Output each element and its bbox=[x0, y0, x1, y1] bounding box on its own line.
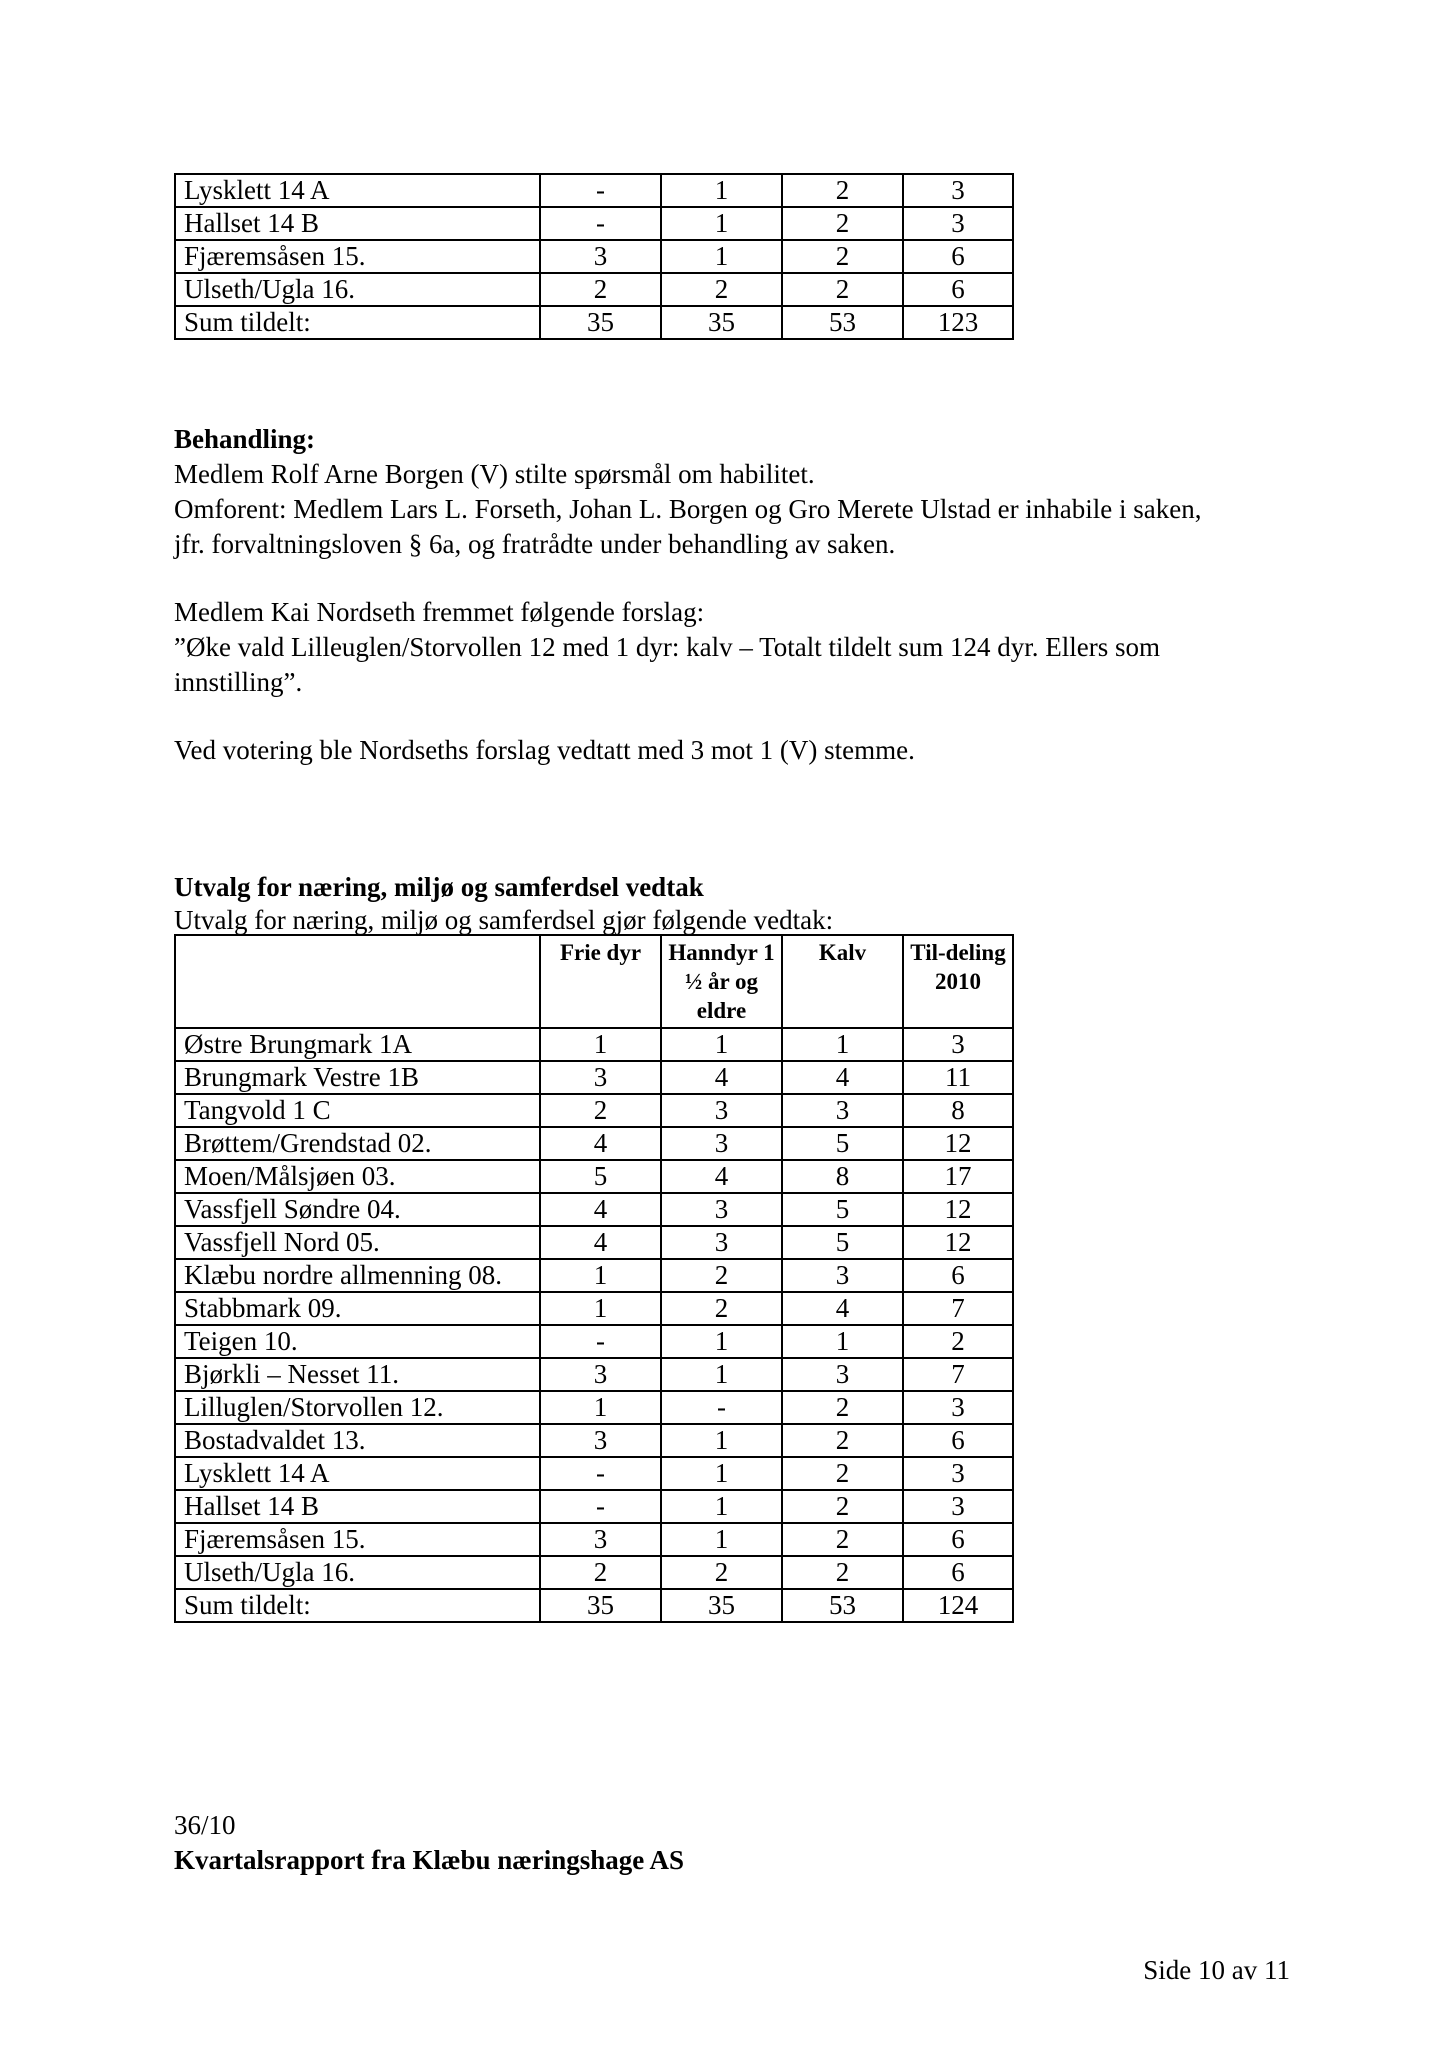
row-value: 35 bbox=[540, 1589, 661, 1622]
row-label: Hallset 14 B bbox=[175, 207, 540, 240]
behandling-section bbox=[174, 422, 1294, 768]
row-value: 2 bbox=[661, 1556, 782, 1589]
table-row bbox=[175, 273, 1013, 306]
row-label: Ulseth/Ugla 16. bbox=[175, 273, 540, 306]
table-row bbox=[175, 1127, 1013, 1160]
row-value: 7 bbox=[903, 1358, 1013, 1391]
row-label: Klæbu nordre allmenning 08. bbox=[175, 1259, 540, 1292]
row-value: - bbox=[540, 207, 661, 240]
row-value: 1 bbox=[540, 1259, 661, 1292]
table-row bbox=[175, 1556, 1013, 1589]
row-value: 1 bbox=[782, 1325, 903, 1358]
row-value: 1 bbox=[661, 174, 782, 207]
row-value: 35 bbox=[540, 306, 661, 339]
row-value: 3 bbox=[540, 1358, 661, 1391]
table-row bbox=[175, 1028, 1013, 1061]
row-label: Hallset 14 B bbox=[175, 1490, 540, 1523]
row-value: 35 bbox=[661, 306, 782, 339]
row-value: 3 bbox=[661, 1094, 782, 1127]
quota-table-header bbox=[175, 935, 1013, 1028]
row-label: Sum tildelt: bbox=[175, 306, 540, 339]
page-number: Side 10 av 11 bbox=[1143, 1955, 1290, 1985]
row-value: 4 bbox=[782, 1061, 903, 1094]
table-row bbox=[175, 174, 1013, 207]
table-row bbox=[175, 1490, 1013, 1523]
row-value: 5 bbox=[782, 1193, 903, 1226]
row-label: Brøttem/Grendstad 02. bbox=[175, 1127, 540, 1160]
row-value: 2 bbox=[661, 1292, 782, 1325]
row-label: Bostadvaldet 13. bbox=[175, 1424, 540, 1457]
row-label: Lysklett 14 A bbox=[175, 1457, 540, 1490]
row-value: 3 bbox=[903, 207, 1013, 240]
row-value: 2 bbox=[782, 273, 903, 306]
row-value: 2 bbox=[782, 1391, 903, 1424]
proposal-text: ”Øke vald Lilleuglen/Storvollen 12 med 1 dyr: kalv – Totalt tildelt sum 124 dyr. Ellers som innstilling”. bbox=[174, 632, 1160, 697]
row-value: 2 bbox=[782, 1424, 903, 1457]
table-row bbox=[175, 1259, 1013, 1292]
row-value: 3 bbox=[661, 1193, 782, 1226]
row-value: 123 bbox=[903, 306, 1013, 339]
row-value: 2 bbox=[903, 1325, 1013, 1358]
row-label: Fjæremsåsen 15. bbox=[175, 240, 540, 273]
vedtak-section bbox=[174, 870, 1294, 935]
table-row bbox=[175, 1094, 1013, 1127]
table-row bbox=[175, 1325, 1013, 1358]
row-value: 6 bbox=[903, 240, 1013, 273]
row-value: 2 bbox=[540, 1094, 661, 1127]
row-value: 6 bbox=[903, 1556, 1013, 1589]
row-value: 1 bbox=[661, 1457, 782, 1490]
row-value: 3 bbox=[540, 1424, 661, 1457]
row-value: 6 bbox=[903, 1523, 1013, 1556]
row-value: 6 bbox=[903, 1424, 1013, 1457]
row-value: 3 bbox=[540, 240, 661, 273]
table-row bbox=[175, 1358, 1013, 1391]
row-value: 1 bbox=[661, 207, 782, 240]
header-blank bbox=[175, 935, 540, 1028]
row-label: Brungmark Vestre 1B bbox=[175, 1061, 540, 1094]
row-value: 6 bbox=[903, 1259, 1013, 1292]
row-value: 3 bbox=[540, 1061, 661, 1094]
row-label: Lilluglen/Storvollen 12. bbox=[175, 1391, 540, 1424]
row-value: 2 bbox=[782, 1457, 903, 1490]
quota-table bbox=[174, 934, 1014, 1623]
case-title: Kvartalsrapport fra Klæbu næringshage AS bbox=[174, 1845, 685, 1875]
row-value: 3 bbox=[903, 1490, 1013, 1523]
row-value: 3 bbox=[782, 1358, 903, 1391]
row-label: Tangvold 1 C bbox=[175, 1094, 540, 1127]
row-label: Fjæremsåsen 15. bbox=[175, 1523, 540, 1556]
row-value: 1 bbox=[661, 1325, 782, 1358]
row-value: 1 bbox=[540, 1028, 661, 1061]
row-value: 53 bbox=[782, 306, 903, 339]
table-row bbox=[175, 1226, 1013, 1259]
row-value: 1 bbox=[661, 1028, 782, 1061]
row-value: 124 bbox=[903, 1589, 1013, 1622]
row-value: 7 bbox=[903, 1292, 1013, 1325]
row-value: 4 bbox=[540, 1193, 661, 1226]
row-value: 8 bbox=[903, 1094, 1013, 1127]
row-label: Stabbmark 09. bbox=[175, 1292, 540, 1325]
table-row bbox=[175, 1391, 1013, 1424]
header-kalv: Kalv bbox=[782, 935, 903, 1028]
row-value: 3 bbox=[903, 1457, 1013, 1490]
row-value: 2 bbox=[661, 1259, 782, 1292]
row-value: 3 bbox=[782, 1094, 903, 1127]
row-value: 6 bbox=[903, 273, 1013, 306]
row-value: - bbox=[540, 1490, 661, 1523]
table-row bbox=[175, 1061, 1013, 1094]
vedtak-intro: Utvalg for næring, miljø og samferdsel gjør følgende vedtak: bbox=[174, 905, 834, 935]
row-value: 12 bbox=[903, 1127, 1013, 1160]
header-frie-dyr: Frie dyr bbox=[540, 935, 661, 1028]
table-row bbox=[175, 1523, 1013, 1556]
vedtak-heading: Utvalg for næring, miljø og samferdsel vedtak bbox=[174, 872, 704, 902]
row-value: 4 bbox=[540, 1226, 661, 1259]
row-value: 1 bbox=[661, 1424, 782, 1457]
row-value: 4 bbox=[661, 1061, 782, 1094]
row-value: 2 bbox=[782, 174, 903, 207]
row-value: - bbox=[661, 1391, 782, 1424]
table-row bbox=[175, 306, 1013, 339]
row-value: 1 bbox=[661, 1358, 782, 1391]
row-value: 3 bbox=[540, 1523, 661, 1556]
row-value: 3 bbox=[782, 1259, 903, 1292]
row-value: 35 bbox=[661, 1589, 782, 1622]
row-value: 1 bbox=[661, 1490, 782, 1523]
row-value: 2 bbox=[782, 1523, 903, 1556]
table-row bbox=[175, 1424, 1013, 1457]
case-number: 36/10 bbox=[174, 1810, 236, 1840]
row-label: Vassfjell Nord 05. bbox=[175, 1226, 540, 1259]
row-value: 11 bbox=[903, 1061, 1013, 1094]
row-label: Lysklett 14 A bbox=[175, 174, 540, 207]
row-label: Sum tildelt: bbox=[175, 1589, 540, 1622]
behandling-line-2: Omforent: Medlem Lars L. Forseth, Johan L. Borgen og Gro Merete Ulstad er inhabile i saken, jfr. forvaltningsloven § 6a, og fratrådte under behandling av saken. bbox=[174, 494, 1202, 559]
row-label: Østre Brungmark 1A bbox=[175, 1028, 540, 1061]
table-row bbox=[175, 1193, 1013, 1226]
row-label: Vassfjell Søndre 04. bbox=[175, 1193, 540, 1226]
row-value: 4 bbox=[782, 1292, 903, 1325]
quota-table-continued bbox=[174, 173, 1014, 340]
row-value: 5 bbox=[540, 1160, 661, 1193]
row-value: 5 bbox=[782, 1226, 903, 1259]
header-tildeling: Til-deling 2010 bbox=[903, 935, 1013, 1028]
row-label: Moen/Målsjøen 03. bbox=[175, 1160, 540, 1193]
row-value: - bbox=[540, 1325, 661, 1358]
row-label: Ulseth/Ugla 16. bbox=[175, 1556, 540, 1589]
row-label: Teigen 10. bbox=[175, 1325, 540, 1358]
row-value: 17 bbox=[903, 1160, 1013, 1193]
row-value: 3 bbox=[903, 1391, 1013, 1424]
header-hanndyr: Hanndyr 1 ½ år og eldre bbox=[661, 935, 782, 1028]
proposal-intro: Medlem Kai Nordseth fremmet følgende forslag: bbox=[174, 597, 705, 627]
row-value: 2 bbox=[782, 1556, 903, 1589]
row-value: 2 bbox=[540, 273, 661, 306]
behandling-heading: Behandling: bbox=[174, 424, 316, 454]
table-row bbox=[175, 207, 1013, 240]
row-value: 1 bbox=[540, 1391, 661, 1424]
row-value: 2 bbox=[661, 273, 782, 306]
row-value: - bbox=[540, 174, 661, 207]
next-case bbox=[174, 1808, 1294, 1878]
row-value: 2 bbox=[782, 240, 903, 273]
row-value: - bbox=[540, 1457, 661, 1490]
row-value: 53 bbox=[782, 1589, 903, 1622]
table-row bbox=[175, 1292, 1013, 1325]
table-row bbox=[175, 1457, 1013, 1490]
row-value: 12 bbox=[903, 1226, 1013, 1259]
vote-result: Ved votering ble Nordseths forslag vedtatt med 3 mot 1 (V) stemme. bbox=[174, 735, 915, 765]
row-value: 4 bbox=[661, 1160, 782, 1193]
row-value: 1 bbox=[782, 1028, 903, 1061]
table-row bbox=[175, 1160, 1013, 1193]
row-value: 3 bbox=[903, 174, 1013, 207]
row-label: Bjørkli – Nesset 11. bbox=[175, 1358, 540, 1391]
row-value: 12 bbox=[903, 1193, 1013, 1226]
table-row bbox=[175, 1589, 1013, 1622]
row-value: 4 bbox=[540, 1127, 661, 1160]
behandling-line-1: Medlem Rolf Arne Borgen (V) stilte spørsmål om habilitet. bbox=[174, 459, 815, 489]
row-value: 1 bbox=[661, 1523, 782, 1556]
row-value: 1 bbox=[661, 240, 782, 273]
row-value: 3 bbox=[661, 1127, 782, 1160]
row-value: 3 bbox=[661, 1226, 782, 1259]
row-value: 2 bbox=[540, 1556, 661, 1589]
row-value: 8 bbox=[782, 1160, 903, 1193]
table-row bbox=[175, 240, 1013, 273]
row-value: 3 bbox=[903, 1028, 1013, 1061]
row-value: 5 bbox=[782, 1127, 903, 1160]
row-value: 2 bbox=[782, 207, 903, 240]
row-value: 1 bbox=[540, 1292, 661, 1325]
row-value: 2 bbox=[782, 1490, 903, 1523]
